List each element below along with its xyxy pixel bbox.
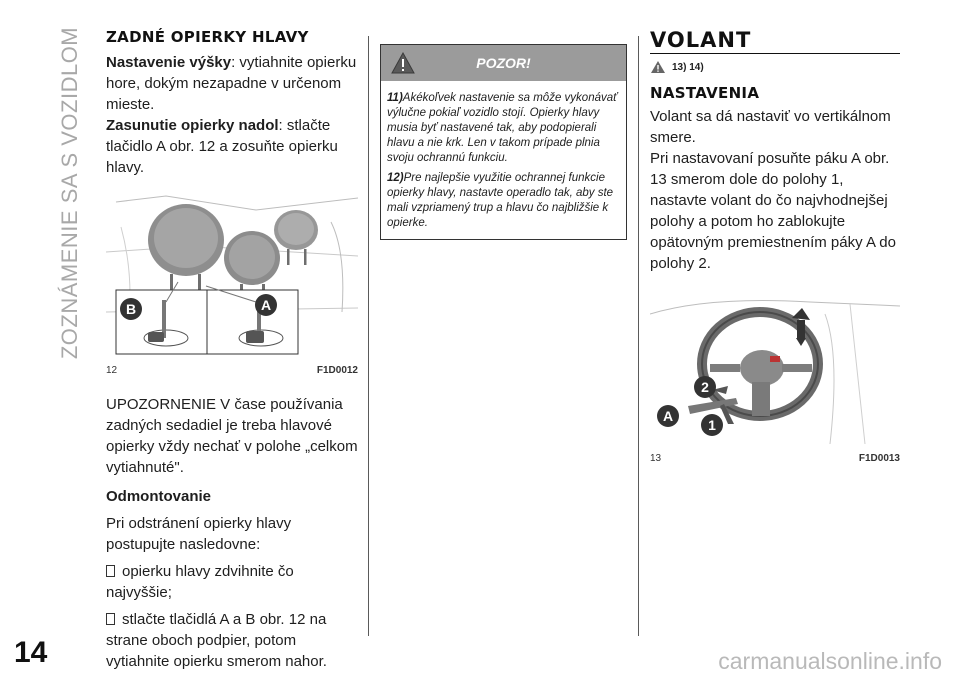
list-item-text: opierku hlavy zdvihnite čo najvyššie;: [106, 563, 294, 601]
height-adjust-label: Nastavenie výšky: [106, 54, 232, 71]
warning-box-title: POZOR!: [476, 55, 531, 71]
figure-number: 12: [106, 365, 118, 376]
column-rear-headrests: [106, 28, 358, 672]
adjust-instructions-paragraph: Pri nastavovaní posuňte páku A obr. 13 smerom dole do polohy 1, nastavte volant do čo najvhodnejšej polohy a potom ho zablokujte opätovným premiestnením páky A do polohy 2.: [650, 150, 896, 272]
column-divider-1: [368, 36, 369, 636]
column-steering-wheel: [650, 28, 900, 464]
steering-wheel-illustration: [650, 294, 900, 446]
list-item: [106, 609, 358, 672]
figure-caption: [650, 453, 900, 464]
watermark: carmanualsonline.info: [718, 648, 942, 674]
removal-heading: Odmontovanie: [106, 488, 212, 505]
page-number: 14: [14, 636, 48, 669]
figure-12: [106, 192, 358, 376]
figure-label-2: 2: [701, 379, 709, 395]
figure-label-a: A: [662, 408, 674, 424]
side-chapter-title: [52, 28, 88, 358]
figure-label-b: B: [125, 301, 137, 317]
figure-label-a: A: [260, 297, 272, 313]
references-text: 13) 14): [672, 61, 704, 73]
warning-note: [387, 171, 620, 231]
column-warning: [380, 28, 627, 240]
column-divider-2: [638, 36, 639, 636]
height-adjust-paragraph: [106, 52, 358, 115]
bullet-box-icon: [106, 613, 115, 625]
warning-box: [380, 44, 627, 240]
references-row: [650, 60, 900, 74]
usage-warning-paragraph: UPOZORNENIE V čase používania zadných sedadiel je treba hlavové opierky vždy nechať v polohe „celkom vytiahnuté".: [106, 396, 358, 476]
section-heading-rear-headrests: ZADNÉ OPIERKY HLAVY: [106, 28, 309, 46]
list-item: [106, 561, 358, 603]
list-item-text: stlačte tlačidlá A a B obr. 12 na strane oboch podpier, potom vytiahnite opierku smerom nahor.: [106, 611, 327, 670]
bullet-box-icon: [106, 565, 115, 577]
warning-box-header: [381, 45, 626, 81]
side-chapter-title-text: ZOZNÁMENIE SA S VOZIDLOM: [57, 26, 82, 360]
headrest-illustration: [106, 192, 358, 358]
section-heading-steering-wheel: VOLANT: [650, 28, 900, 54]
height-adjust-text: : vytiahnite opierku hore, dokým nezapadne v určenom mieste.: [106, 54, 357, 113]
lower-label: Zasunutie opierky nadol: [106, 117, 279, 134]
warning-note: [387, 91, 620, 166]
adjust-intro-paragraph: Volant sa dá nastaviť vo vertikálnom smere.: [650, 108, 891, 146]
note-number: 11): [387, 92, 403, 104]
warning-triangle-icon: [650, 60, 666, 74]
lower-paragraph: [106, 115, 358, 178]
warning-box-body: [381, 81, 626, 239]
note-text: Akékoľvek nastavenie sa môže vykonávať výlučne pokiaľ vozidlo stojí. Opierky hlavy musia byť nastavené tak, aby podopierali hlavu a nie krk. Len v takom prípade plnia svoju ochrannú funkciu.: [387, 92, 618, 164]
warning-triangle-icon: [391, 52, 415, 74]
subheading-adjustments: NASTAVENIA: [650, 84, 760, 102]
figure-code: F1D0012: [316, 365, 358, 376]
figure-number: 13: [650, 453, 662, 464]
figure-caption: [106, 365, 358, 376]
note-number: 12): [387, 172, 404, 184]
figure-code: F1D0013: [858, 453, 900, 464]
figure-label-1: 1: [708, 417, 716, 433]
lower-text: : stlačte tlačidlo A obr. 12 a zosuňte opierku hlavy.: [106, 117, 338, 176]
figure-13: [650, 294, 900, 464]
note-text: Pre najlepšie využitie ochrannej funkcie opierky hlavy, nastavte operadlo tak, aby ste mali vzpriamený trup a hlavu čo najbližšie k opierke.: [387, 172, 614, 229]
removal-intro: Pri odstránení opierky hlavy postupujte nasledovne:: [106, 515, 292, 553]
